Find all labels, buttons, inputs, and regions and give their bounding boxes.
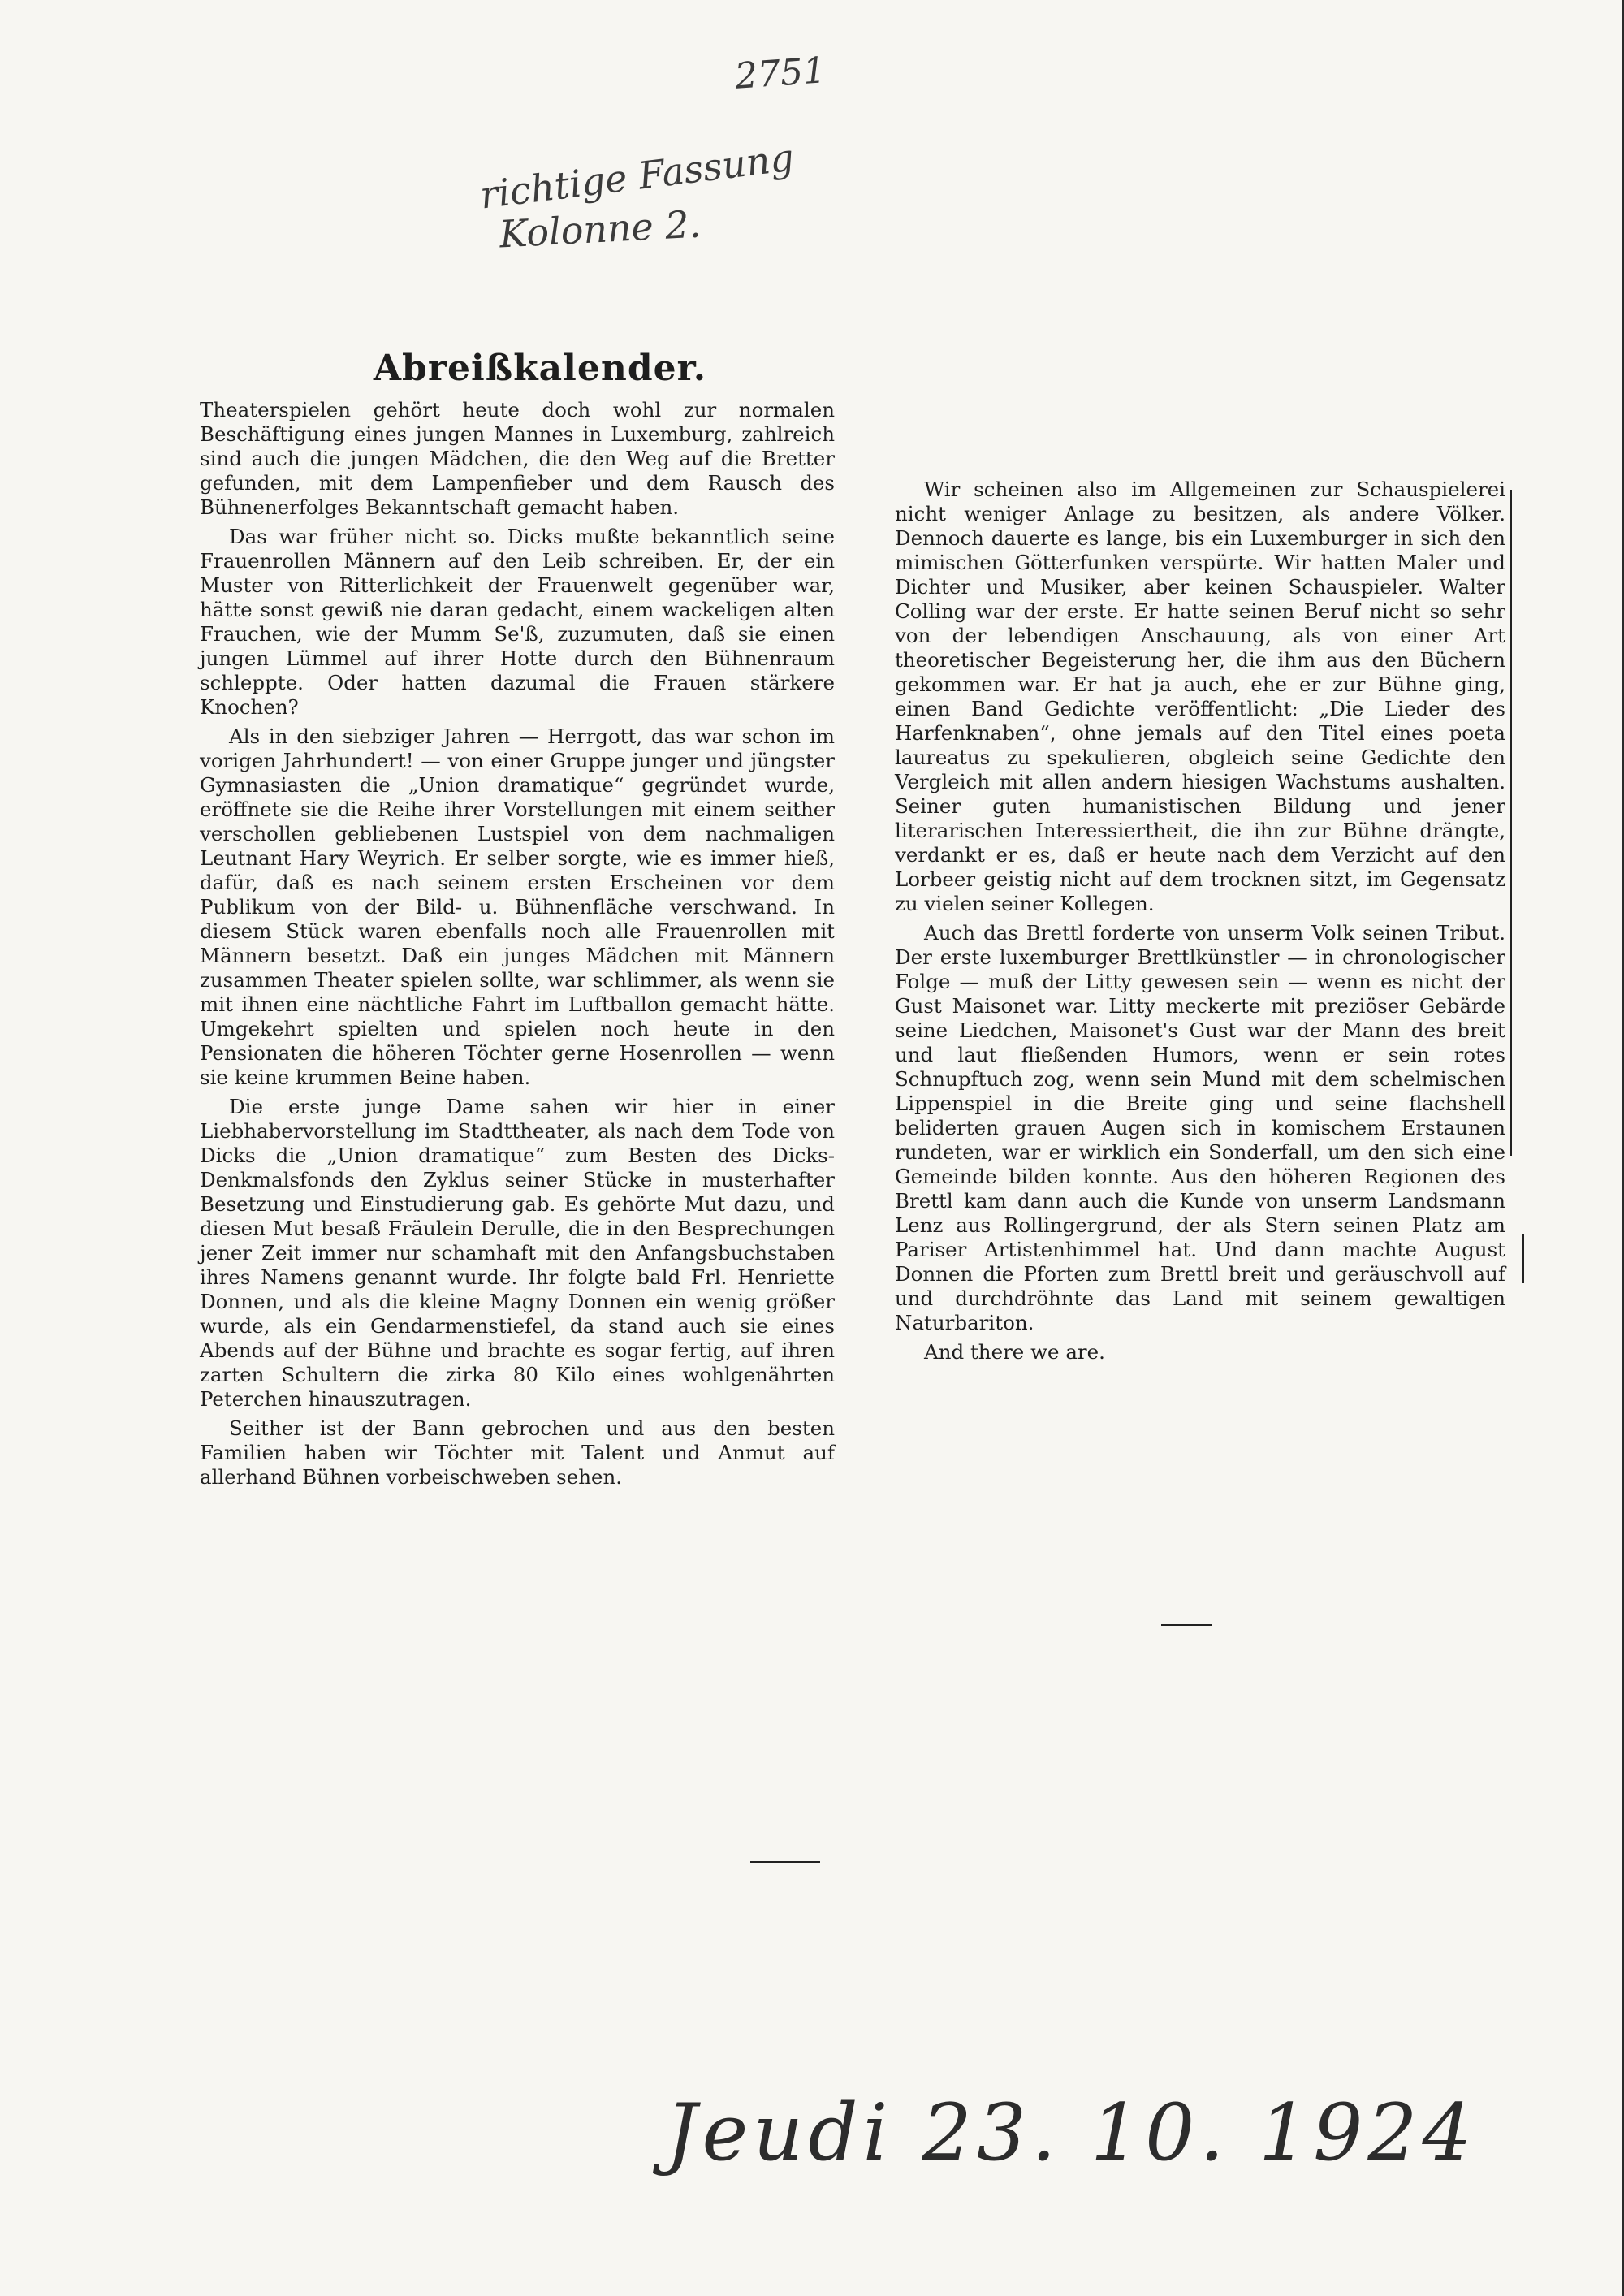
article-column-left — [200, 398, 835, 1868]
end-rule — [750, 1861, 820, 1863]
article-column-right — [895, 478, 1505, 1647]
article-title: Abreißkalender. — [373, 348, 707, 389]
article-paragraph: Theaterspielen gehört heute doch wohl zur normalen Beschäftigung eines jungen Mannes in Luxemburg, zahlreich sind auch die jungen Mädchen, die den Weg auf die Bretter gefunden, mit dem Lampenfieber und dem Rausch des Bühnenerfolges Bekanntschaft gemacht haben. — [200, 398, 835, 519]
end-rule — [1161, 1624, 1212, 1626]
article-closing-line: And there we are. — [924, 1340, 1105, 1364]
handwritten-note-line2: Kolonne 2. — [498, 201, 702, 257]
article-paragraph: Wir scheinen also im Allgemeinen zur Schauspielerei nicht weniger Anlage zu besitzen, als andere Völker. Dennoch dauerte es lange, bis ein Luxemburger in sich den mimischen Götterfunken verspürte. Wir hatten Maler und Dichter und Musiker, aber keinen Schauspieler. Walter Colling war der erste. Er hatte seinen Beruf nicht so sehr von der lebendigen Anschauung, als von einer Art theoretischer Begeisterung her, die ihm aus den Büchern gekommen war. Er hat ja auch, ehe er zur Bühne ging, einen Band Gedichte veröffentlicht: „Die Lieder des Harfenknaben“, ohne jemals auf den Titel eines poeta laureatus zu spekulieren, obgleich seine Gedichte den Vergleich mit allen andern hiesigen Wachstums aushalten. Seiner guten humanistischen Bildung und jener literarischen Interessiertheit, die ihn zur Bühne drängte, verdankt er es, daß er heute nach dem Verzicht auf den Lorbeer geistig nicht auf dem trocknen sitzt, im Gegensatz zu vielen seiner Kollegen. — [895, 478, 1505, 915]
article-paragraph: Auch das Brettl forderte von unserm Volk seinen Tribut. Der erste luxemburger Brettlkünstler — in chronologischer Folge — muß der Litty gewesen sein — wenn es nicht der Gust Maisonet war. Litty meckerte mit preziöser Gebärde seine Liedchen, Maisonet's Gust war der Mann des breit und laut fließenden Humors, wenn er sein rotes Schnupftuch zog, wenn sein Mund mit dem schelmischen Lippenspiel in die Breite ging und seine flachshell beliderten grauen Augen sich in komischem Erstaunen rundeten, war er wirklich ein Sonderfall, um den sich eine Gemeinde bilden konnte. Aus den höheren Regionen des Brettl kam dann auch die Kunde von unserm Landsmann Lenz aus Rollingergrund, der als Stern seinen Platz am Pariser Artistenhimmel hat. Und dann machte August Donnen die Pforten zum Brettl breit und geräuschvoll auf und durchdröhnte das Land mit seinem gewaltigen Naturbariton. — [895, 921, 1505, 1334]
margin-bracket-line — [1510, 490, 1512, 1156]
article-paragraph: Die erste junge Dame sahen wir hier in einer Liebhabervorstellung im Stadttheater, als nach dem Tode von Dicks die „Union dramatique“ zum Besten des Dicks-Denkmalsfonds den Zyklus seiner Stücke in musterhafter Besetzung und Einstudierung gab. Es gehörte Mut dazu, und diesen Mut besaß Fräulein Derulle, die in den Besprechungen jener Zeit immer nur schamhaft mit den Anfangsbuchstaben ihres Namens genannt wurde. Ihr folgte bald Frl. Henriette Donnen, und als die kleine Magny Donnen ein wenig größer wurde, als ein Gendarmenstiefel, da stand auch sie eines Abends auf der Bühne und brachte es sogar fertig, auf ihren zarten Schultern die zirka 80 Kilo eines wohlgenährten Peterchen hinauszutragen. — [200, 1095, 835, 1411]
handwritten-note-line1: richtige Fassung — [477, 135, 797, 218]
article-paragraph: Das war früher nicht so. Dicks mußte bekanntlich seine Frauenrollen Männern auf den Leib schreiben. Er, der ein Muster von Ritterlichkeit der Frauenwelt gegenüber war, hätte sonst gewiß nie daran gedacht, einem wackeligen alten Frauchen, wie der Mumm Se'ß, zuzumuten, daß sie einen jungen Lümmel auf ihrer Hotte durch den Bühnenraum schleppte. Oder hatten dazumal die Frauen stärkere Knochen? — [200, 525, 835, 719]
handwritten-date: Jeudi 23. 10. 1924 — [666, 2087, 1477, 2178]
margin-bracket-line — [1522, 1234, 1524, 1283]
article-paragraph: Seither ist der Bann gebrochen und aus den besten Familien haben wir Töchter mit Talent und Anmut auf allerhand Bühnen vorbeischweben sehen. — [200, 1416, 835, 1489]
archive-number: 2751 — [733, 50, 827, 97]
article-paragraph: Als in den siebziger Jahren — Herrgott, das war schon im vorigen Jahrhundert! — von einer Gruppe junger und jüngster Gymnasiasten die „Union dramatique“ gegründet wurde, eröffnete sie die Reihe ihrer Vorstellungen mit einem seither verschollen gebliebenen Lustspiel von dem nachmaligen Leutnant Hary Weyrich. Er selber sorgte, wie es immer hieß, dafür, daß es nach seinem ersten Erscheinen vor dem Publikum von der Bild- u. Bühnenfläche verschwand. In diesem Stück waren ebenfalls noch alle Frauenrollen mit Männern besetzt. Daß ein junges Mädchen mit Männern zusammen Theater spielen sollte, war schlimmer, als wenn sie mit ihnen eine nächtliche Fahrt im Luftballon gemacht hätte. Umgekehrt spielten und spielen noch heute in den Pensionaten die höheren Töchter gerne Hosenrollen — wenn sie keine krummen Beine haben. — [200, 724, 835, 1089]
